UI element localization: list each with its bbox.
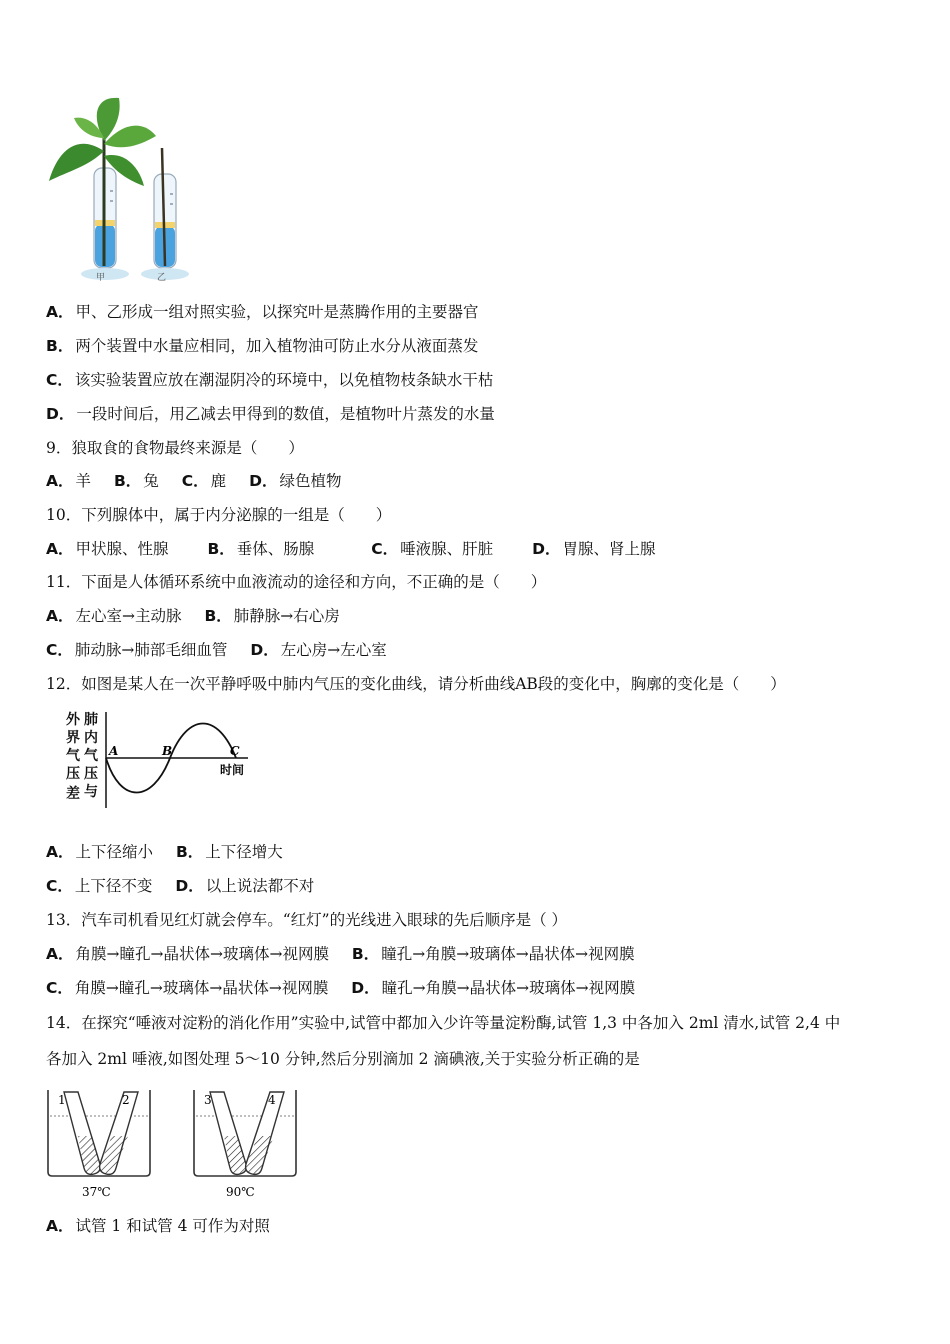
plant-label-right: 乙 [157, 273, 167, 282]
graph-point-b: B [162, 744, 173, 758]
q8-option-d[interactable]: D． 一段时间后，用乙减去甲得到的数值，是植物叶片蒸发的水量 [46, 405, 495, 423]
pressure-curve-graph [62, 708, 254, 810]
q12-option-a[interactable]: A． 上下径缩小 [46, 843, 154, 861]
q12-option-c[interactable]: C． 上下径不变 [46, 877, 153, 895]
q10-options [46, 539, 655, 559]
test-tube-3 [210, 1092, 246, 1174]
q13-option-c[interactable]: C． 角膜→瞳孔→玻璃体→晶状体→视网膜 [46, 979, 329, 997]
q8-option-a[interactable]: A． 甲、乙形成一组对照实验，以探究叶是蒸腾作用的主要器官 [46, 303, 479, 321]
q10-option-a[interactable]: A． 甲状腺、性腺 [46, 540, 169, 558]
q13-option-b[interactable]: B． 瞳孔→角膜→玻璃体→晶状体→视网膜 [351, 945, 635, 963]
tube-label-2: 2 [122, 1093, 130, 1107]
q12-option-b[interactable]: B． 上下径增大 [175, 843, 283, 861]
q10-stem: 10．下列腺体中，属于内分泌腺的一组是（ ） [46, 506, 392, 524]
graph-ylabel-col1: 外界气压差 [66, 712, 80, 802]
graph-ylabel-col2: 肺内气压与 [84, 712, 98, 800]
q12-options-row2 [46, 876, 314, 896]
q13-option-a[interactable]: A． 角膜→瞳孔→晶状体→玻璃体→视网膜 [46, 945, 329, 963]
graph-point-a: A [109, 744, 119, 758]
q8-option-c[interactable]: C． 该实验装置应放在潮湿阴冷的环境中，以免植物枝条缺水干枯 [46, 371, 494, 389]
tube-label-3: 3 [204, 1093, 212, 1107]
test-tube-2 [100, 1092, 138, 1174]
q12-stem: 12．如图是某人在一次平静呼吸中肺内气压的变化曲线，请分析曲线AB段的变化中，胸廓的变化是（ ） [46, 675, 786, 693]
q13-options-row2 [46, 978, 635, 998]
q13-options-row1 [46, 944, 635, 964]
temp-label-left: 37℃ [82, 1185, 111, 1199]
tube-label-1: 1 [58, 1093, 66, 1107]
q11-option-b[interactable]: B． 肺静脉→右心房 [204, 607, 340, 625]
q14-option-a[interactable]: A． 试管 1 和试管 4 可作为对照 [46, 1217, 270, 1235]
q10-option-b[interactable]: B． 垂体、肠腺 [207, 540, 315, 558]
q11-options-row1 [46, 606, 340, 626]
q14-stem-line2: 各加入 2ml 唾液,如图处理 5～10 分钟,然后分别滴加 2 滴碘液,关于实验分析正确的是 [46, 1050, 640, 1068]
q8-option-b[interactable]: B． 两个装置中水量应相同，加入植物油可防止水分从液面蒸发 [46, 337, 479, 355]
tube-label-4: 4 [268, 1093, 276, 1107]
q9-options [46, 471, 341, 491]
q11-option-a[interactable]: A． 左心室→主动脉 [46, 607, 182, 625]
q12-option-d[interactable]: D． 以上说法都不对 [175, 877, 315, 895]
temp-label-right: 90℃ [226, 1185, 255, 1199]
q11-option-c[interactable]: C． 肺动脉→肺部毛细血管 [46, 641, 228, 659]
plant-label-left: 甲 [96, 273, 106, 282]
q11-option-d[interactable]: D． 左心房→左心室 [250, 641, 387, 659]
test-tube-figure [44, 1086, 304, 1200]
q11-stem: 11．下面是人体循环系统中血液流动的途径和方向，不正确的是（ ） [46, 573, 547, 591]
q14-stem-line1: 14．在探究“唾液对淀粉的消化作用”实验中,试管中都加入少许等量淀粉酶,试管 1,3 中各加入 2ml 清水,试管 2,4 中 [46, 1014, 841, 1032]
q10-option-c[interactable]: C． 唾液腺、肝脏 [371, 540, 494, 558]
test-tube-4 [246, 1092, 284, 1174]
q9-option-b[interactable]: B． 兔 [113, 472, 159, 490]
q13-stem: 13．汽车司机看见红灯就会停车。“红灯”的光线进入眼球的先后顺序是（ ） [46, 911, 568, 929]
q13-option-d[interactable]: D． 瞳孔→角膜→晶状体→玻璃体→视网膜 [351, 979, 636, 997]
q9-option-a[interactable]: A． 羊 [46, 472, 92, 490]
q12-options-row1 [46, 842, 283, 862]
test-tube-1 [64, 1092, 100, 1174]
q10-option-d[interactable]: D． 胃腺、肾上腺 [532, 540, 656, 558]
q11-options-row2 [46, 640, 387, 660]
graph-point-c: C [230, 744, 240, 758]
graph-xlabel: 时间 [220, 763, 245, 777]
q9-stem: 9．狼取食的食物最终来源是（ ） [46, 439, 304, 457]
q9-option-c[interactable]: C． 鹿 [181, 472, 227, 490]
q9-option-d[interactable]: D． 绿色植物 [249, 472, 342, 490]
plant-experiment-figure [44, 96, 204, 282]
